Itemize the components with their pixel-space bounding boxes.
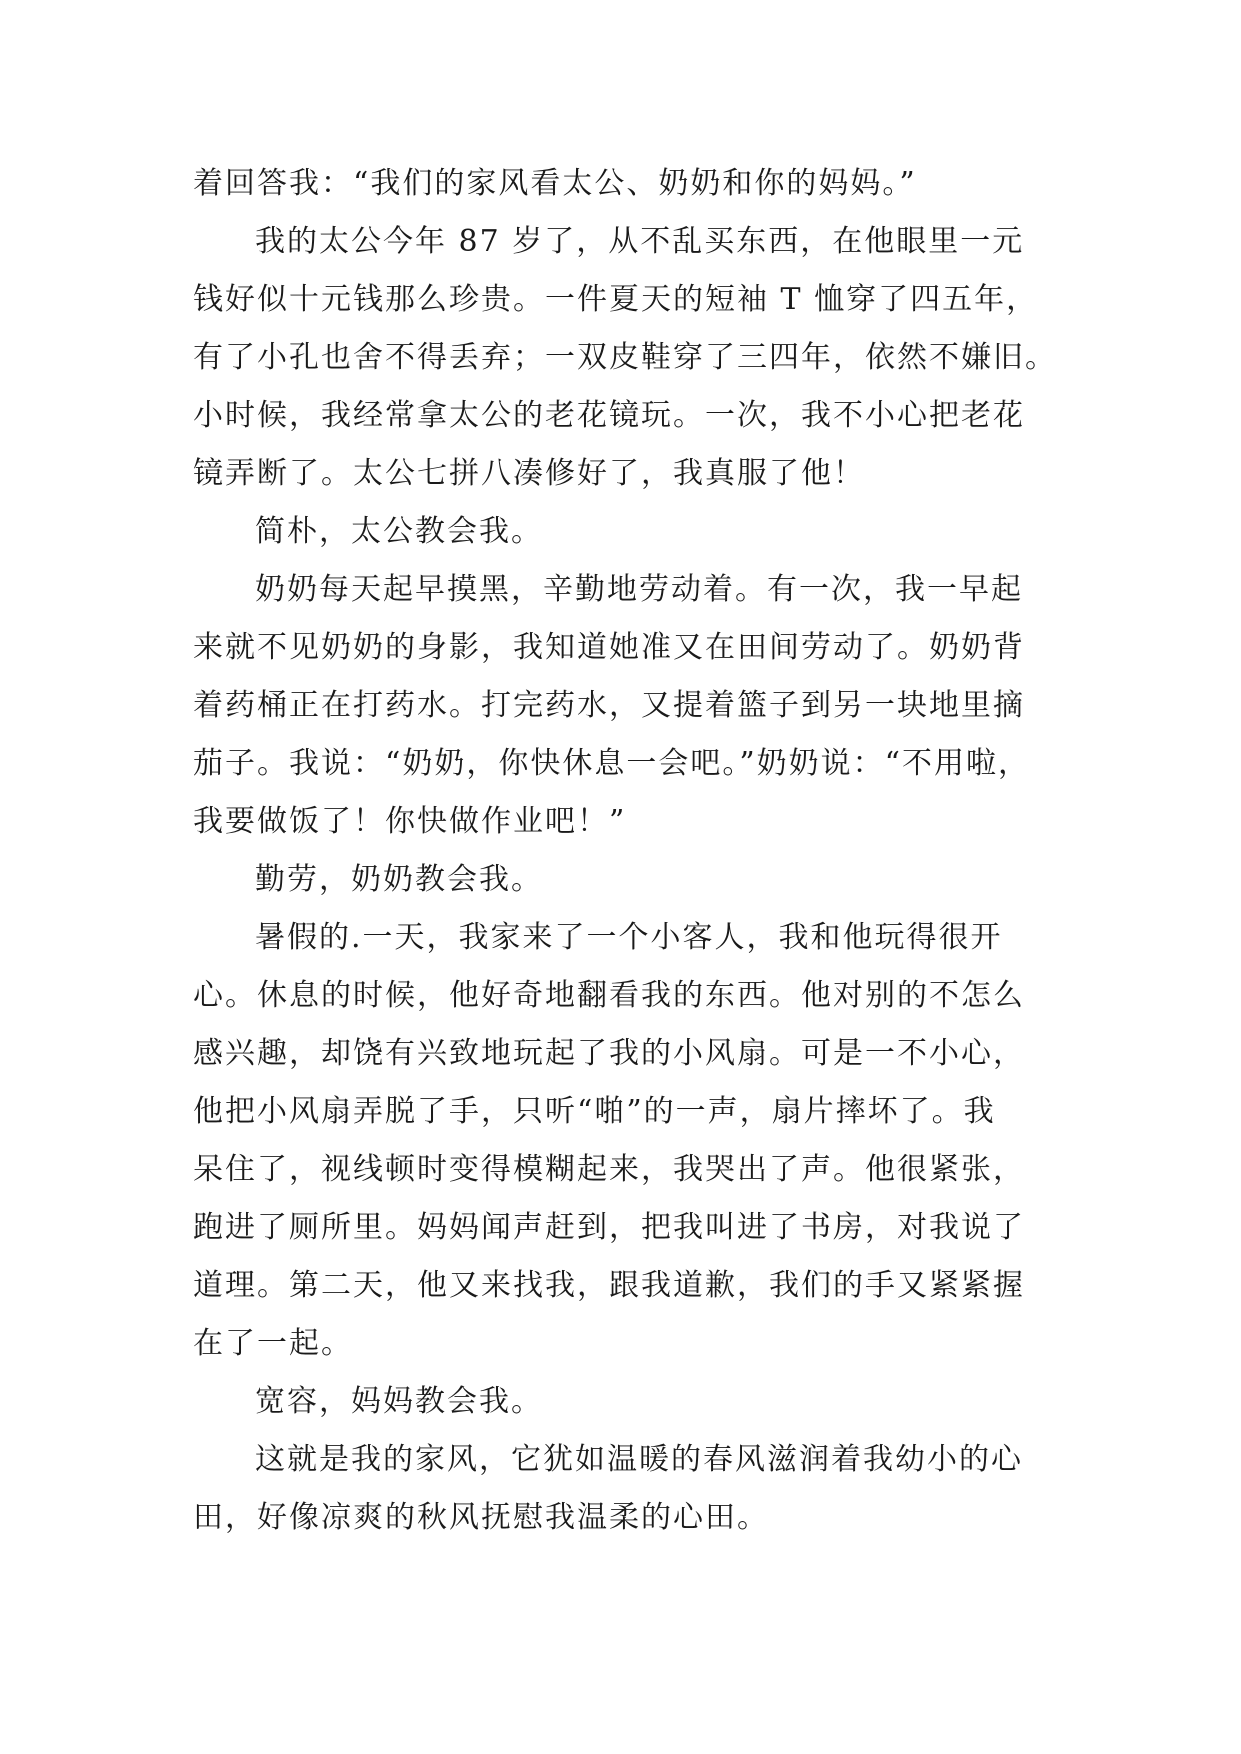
text-line-8: 奶奶每天起早摸黑，辛勤地劳动着。有一次，我一早起 <box>255 572 1023 607</box>
text-line-15: 心。休息的时候，他好奇地翻看我的东西。他对别的不怎么 <box>193 978 1025 1013</box>
text-line-3: 钱好似十元钱那么珍贵。一件夏天的短袖 T 恤穿了四五年， <box>193 282 1039 317</box>
text-line-6: 镜弄断了。太公七拼八凑修好了，我真服了他！ <box>193 456 865 491</box>
text-line-18: 呆住了，视线顿时变得模糊起来，我哭出了声。他很紧张， <box>193 1152 1025 1187</box>
text-line-23: 这就是我的家风，它犹如温暖的春风滋润着我幼小的心 <box>255 1442 1023 1477</box>
document-page <box>193 155 1055 1547</box>
text-line-7: 简朴，太公教会我。 <box>255 514 543 549</box>
text-line-5: 小时候，我经常拿太公的老花镜玩。一次，我不小心把老花 <box>193 398 1025 433</box>
text-line-19: 跑进了厕所里。妈妈闻声赶到，把我叫进了书房，对我说了 <box>193 1210 1025 1245</box>
text-line-12: 我要做饭了！你快做作业吧！” <box>193 804 627 839</box>
text-line-1: 着回答我：“我们的家风看太公、奶奶和你的妈妈。” <box>193 166 917 201</box>
text-line-21: 在了一起。 <box>193 1326 353 1361</box>
text-line-10: 着药桶正在打药水。打完药水，又提着篮子到另一块地里摘 <box>193 688 1025 723</box>
text-line-9: 来就不见奶奶的身影，我知道她准又在田间劳动了。奶奶背 <box>193 630 1025 665</box>
text-line-4: 有了小孔也舍不得丢弃；一双皮鞋穿了三四年，依然不嫌旧。 <box>193 340 1057 375</box>
text-line-24: 田，好像凉爽的秋风抚慰我温柔的心田。 <box>193 1500 769 1535</box>
text-line-16: 感兴趣，却饶有兴致地玩起了我的小风扇。可是一不小心， <box>193 1036 1025 1071</box>
text-line-13: 勤劳，奶奶教会我。 <box>255 862 543 897</box>
text-line-11: 茄子。我说：“奶奶，你快休息一会吧。”奶奶说：“不用啦， <box>193 746 1031 781</box>
text-line-20: 道理。第二天，他又来找我，跟我道歉，我们的手又紧紧握 <box>193 1268 1025 1303</box>
text-line-17: 他把小风扇弄脱了手，只听“啪”的一声，扇片摔坏了。我 <box>193 1094 996 1129</box>
text-line-2: 我的太公今年 87 岁了，从不乱买东西，在他眼里一元 <box>255 224 1025 259</box>
text-line-14: 暑假的.一天，我家来了一个小客人，我和他玩得很开 <box>255 920 1003 955</box>
text-line-22: 宽容，妈妈教会我。 <box>255 1384 543 1419</box>
